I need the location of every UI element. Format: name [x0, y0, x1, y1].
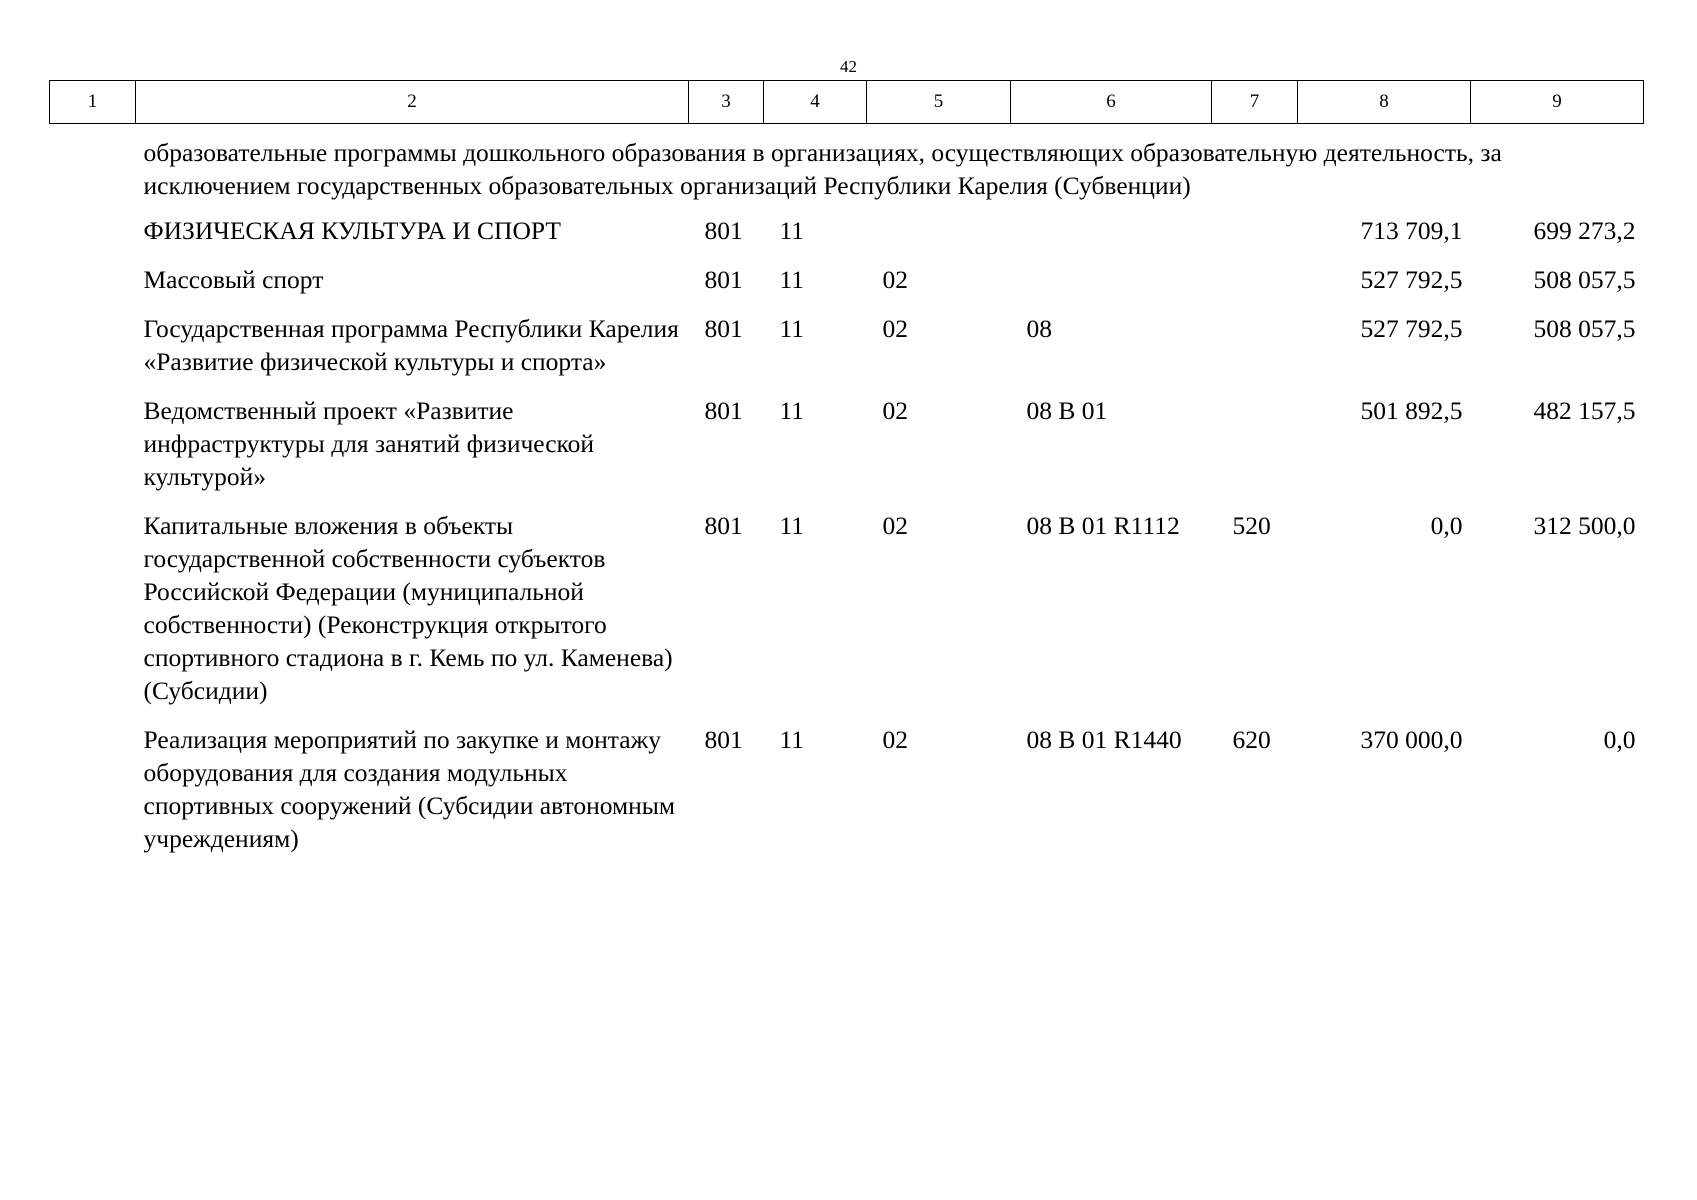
column-header-5: 5	[867, 81, 1011, 124]
row-vr	[1212, 394, 1298, 509]
row-pr: 02	[882, 511, 908, 540]
row-sum-2: 508 057,5	[1533, 314, 1636, 343]
row-rz: 11	[779, 511, 805, 540]
table-row	[50, 214, 1644, 263]
table-row	[50, 312, 1644, 394]
row-pr: 02	[882, 725, 908, 754]
row-rz: 11	[779, 725, 805, 754]
row-ved: 801	[704, 314, 743, 343]
row-name: Государственная программа Республики Карелия «Развитие физической культуры и спорта»	[143, 314, 679, 376]
row-pr: 02	[882, 265, 908, 294]
row-vr	[1212, 214, 1298, 263]
page-number: 42	[840, 57, 857, 76]
column-header-1: 1	[50, 81, 136, 124]
row-csr: 08 В 01 R1112	[1026, 511, 1180, 540]
row-sum-1: 370 000,0	[1360, 725, 1463, 754]
column-header-4: 4	[764, 81, 867, 124]
row-rz: 11	[779, 216, 805, 245]
row-vr	[1212, 263, 1298, 312]
table-row	[50, 723, 1644, 871]
column-header-9: 9	[1471, 81, 1644, 124]
column-header-6: 6	[1011, 81, 1212, 124]
row-pr: 02	[882, 396, 908, 425]
row-index-cell	[50, 214, 136, 263]
column-header-7: 7	[1212, 81, 1298, 124]
table-row	[50, 263, 1644, 312]
column-header-8: 8	[1298, 81, 1471, 124]
row-index-cell	[50, 263, 136, 312]
column-number-row	[50, 81, 1644, 124]
row-name: Реализация мероприятий по закупке и монтажу оборудования для создания модульных спортивных сооружений (Субсидии автономным учреждениям)	[143, 725, 676, 853]
row-ved: 801	[704, 396, 743, 425]
row-ved: 801	[704, 725, 743, 754]
row-rz: 11	[779, 265, 805, 294]
row-sum-2: 699 273,2	[1533, 216, 1636, 245]
row-ved: 801	[704, 216, 743, 245]
row-name: Массовый спорт	[143, 265, 324, 294]
row-name: ФИЗИЧЕСКАЯ КУЛЬТУРА И СПОРТ	[143, 216, 561, 245]
row-sum-2: 482 157,5	[1533, 396, 1636, 425]
budget-table	[49, 80, 1644, 871]
row-sum-1: 713 709,1	[1360, 216, 1463, 245]
table-row	[50, 124, 1644, 215]
row-sum-1: 527 792,5	[1360, 265, 1463, 294]
table-row	[50, 394, 1644, 509]
row-rz: 11	[779, 314, 805, 343]
row-rz: 11	[779, 396, 805, 425]
row-name: образовательные программы дошкольного образования в организациях, осуществляющих образовательную деятельность, за исключением государственных образовательных организаций Республики Карелия (Субвенции)	[143, 138, 1502, 200]
row-sum-1: 501 892,5	[1360, 396, 1463, 425]
row-sum-2: 508 057,5	[1533, 265, 1636, 294]
row-ved: 801	[704, 511, 743, 540]
column-header-2: 2	[136, 81, 689, 124]
row-sum-1: 0,0	[1430, 511, 1463, 540]
row-csr: 08	[1026, 314, 1052, 343]
row-csr: 08 В 01	[1026, 396, 1108, 425]
row-csr	[1011, 263, 1212, 312]
row-sum-2: 312 500,0	[1533, 511, 1636, 540]
row-name: Капитальные вложения в объекты государственной собственности субъектов Российской Федерации (муниципальной собственности) (Реконструкция открытого спортивного стадиона в г. Кемь по ул. Каменева) (Субсидии)	[143, 511, 673, 705]
row-index-cell	[50, 394, 136, 509]
column-header-3: 3	[689, 81, 764, 124]
row-vr	[1212, 312, 1298, 394]
row-name: Ведомственный проект «Развитие инфраструктуры для занятий физической культурой»	[143, 396, 595, 491]
row-index-cell	[50, 509, 136, 723]
row-index-cell	[50, 312, 136, 394]
table-row	[50, 509, 1644, 723]
row-pr: 02	[882, 314, 908, 343]
row-csr	[1011, 214, 1212, 263]
row-sum-2: 0,0	[1603, 725, 1636, 754]
row-index-cell	[50, 124, 136, 215]
row-csr: 08 В 01 R1440	[1026, 725, 1182, 754]
row-pr	[867, 214, 1011, 263]
row-vr: 520	[1232, 511, 1271, 540]
row-ved: 801	[704, 265, 743, 294]
row-sum-1: 527 792,5	[1360, 314, 1463, 343]
row-vr: 620	[1232, 725, 1271, 754]
row-index-cell	[50, 723, 136, 871]
